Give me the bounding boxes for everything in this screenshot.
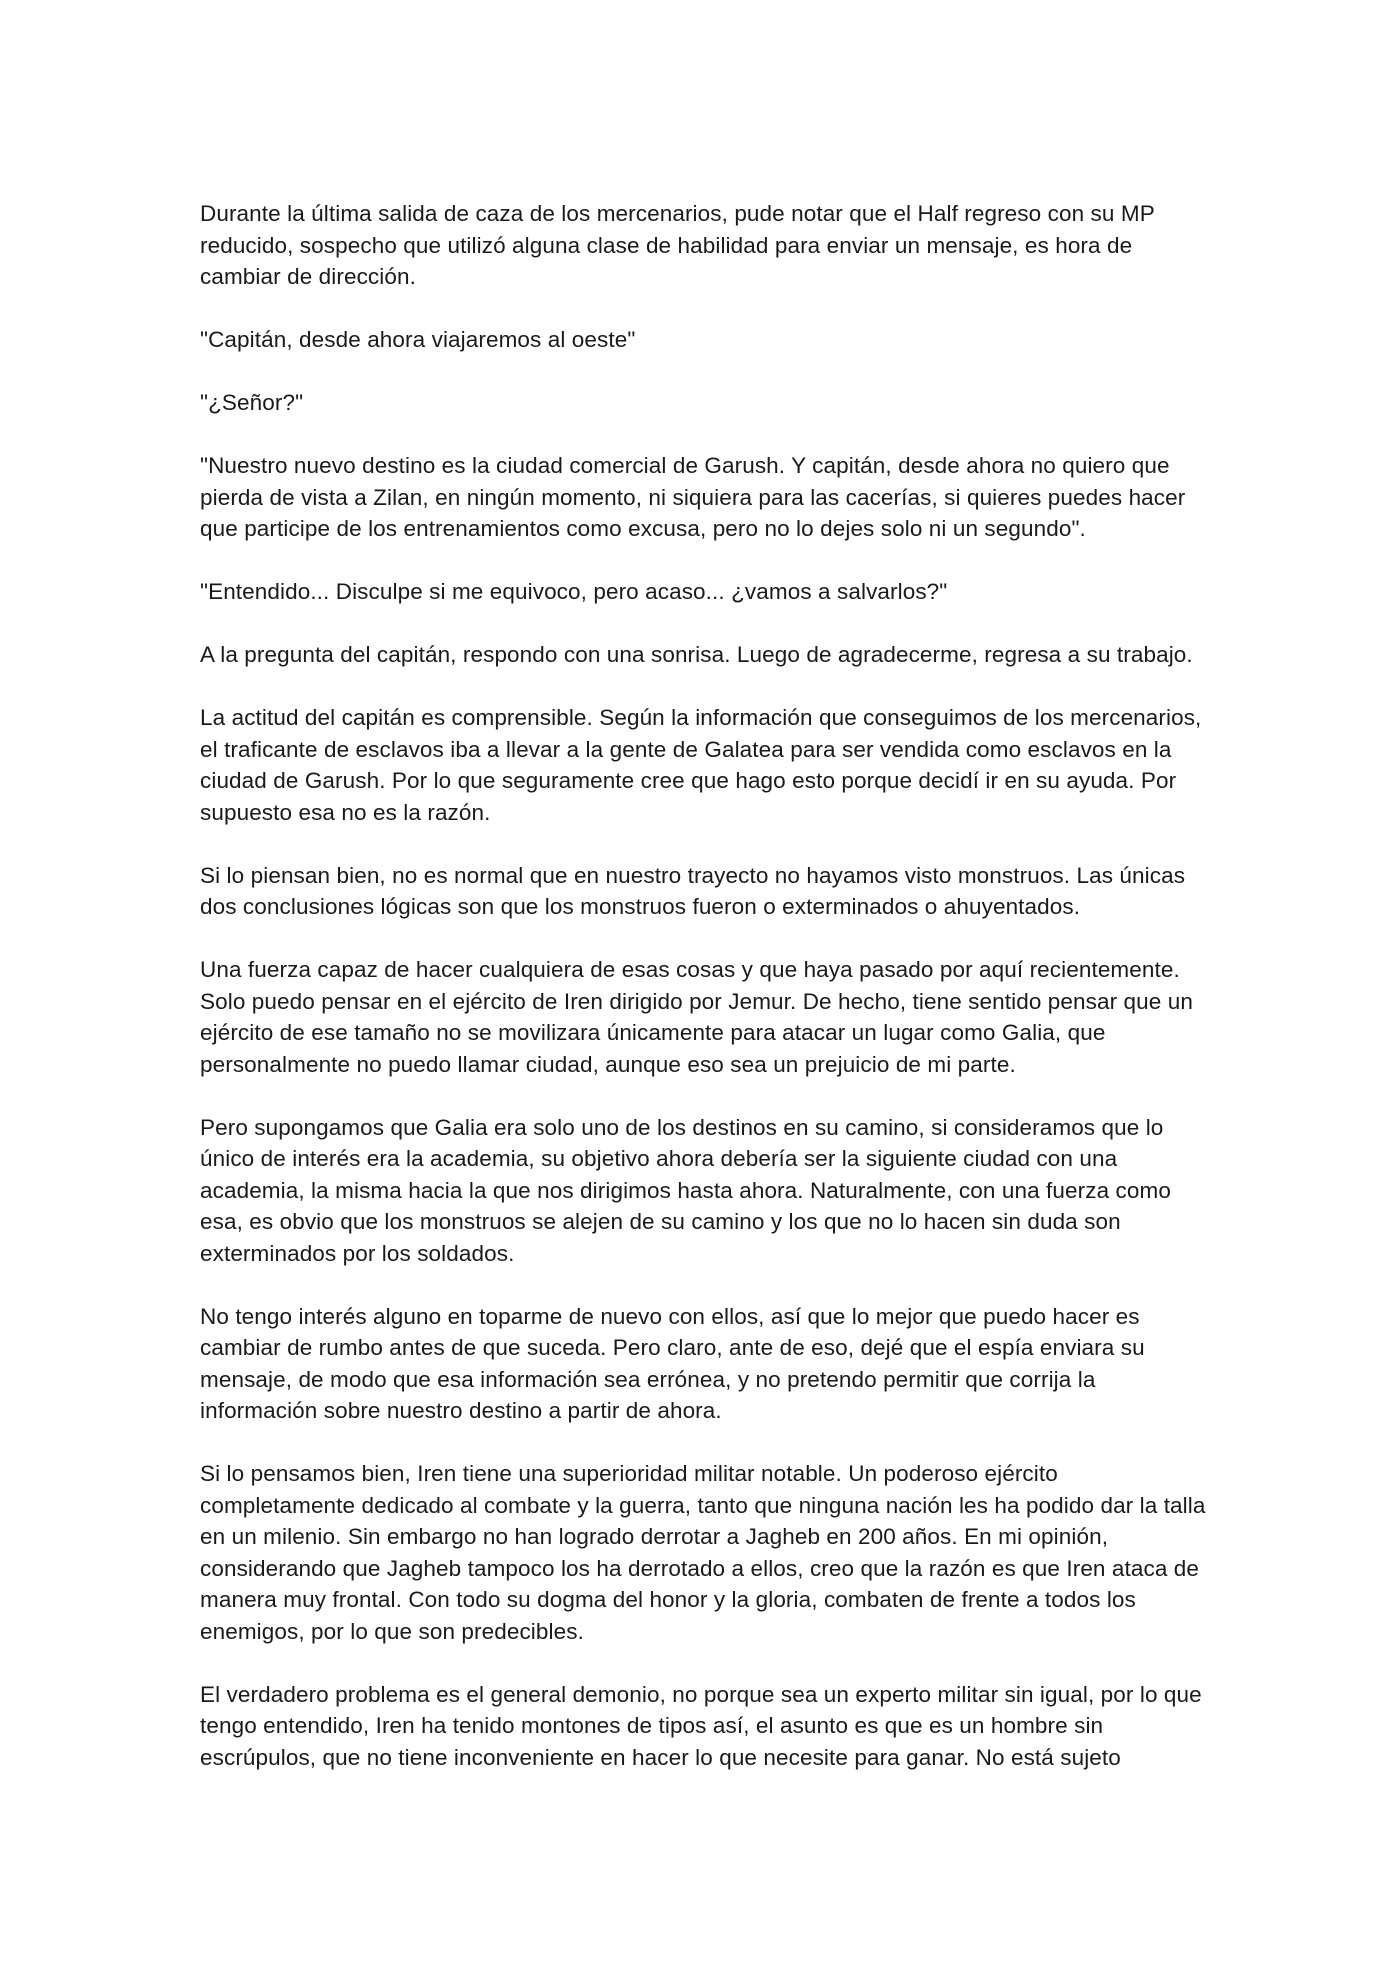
paragraph-6: A la pregunta del capitán, respondo con una sonrisa. Luego de agradecerme, regresa a su trabajo. xyxy=(200,642,1193,667)
paragraph-3: "¿Señor?" xyxy=(200,390,304,415)
paragraph-1: Durante la última salida de caza de los mercenarios, pude notar que el Half regreso con su MP reducido, sospecho que utilizó alguna clase de habilidad para enviar un mensaje, es hora de cambiar de dirección. xyxy=(200,201,1155,289)
paragraph-11: No tengo interés alguno en toparme de nuevo con ellos, así que lo mejor que puedo hacer es cambiar de rumbo antes de que suceda. Pero claro, ante de eso, dejé que el espía enviara su mensaje, de modo que esa información sea errónea, y no pretendo permitir que corrija la información sobre nuestro destino a partir de ahora. xyxy=(200,1303,1145,1423)
document-body xyxy=(200,198,1210,1773)
paragraph-7: La actitud del capitán es comprensible. Según la información que conseguimos de los mercenarios, el traficante de esclavos iba a llevar a la gente de Galatea para ser vendida como esclavos en la ciudad de Garush. Por lo que seguramente cree que hago esto porque decidí ir en su ayuda. Por supuesto esa no es la razón. xyxy=(200,705,1202,825)
paragraph-4: "Nuestro nuevo destino es la ciudad comercial de Garush. Y capitán, desde ahora no quiero que pierda de vista a Zilan, en ningún momento, ni siquiera para las cacerías, si quieres puedes hacer que participe de los entrenamientos como excusa, pero no lo dejes solo ni un segundo". xyxy=(200,453,1186,541)
paragraph-8: Si lo piensan bien, no es normal que en nuestro trayecto no hayamos visto monstruos. Las únicas dos conclusiones lógicas son que los monstruos fueron o exterminados o ahuyentados. xyxy=(200,862,1186,919)
paragraph-10: Pero supongamos que Galia era solo uno de los destinos en su camino, si consideramos que lo único de interés era la academia, su objetivo ahora debería ser la siguiente ciudad con una academia, la misma hacia la que nos dirigimos hasta ahora. Naturalmente, con una fuerza como esa, es obvio que los monstruos se alejen de su camino y los que no lo hacen sin duda son exterminados por los soldados. xyxy=(200,1114,1171,1266)
paragraph-9: Una fuerza capaz de hacer cualquiera de esas cosas y que haya pasado por aquí recientemente. Solo puedo pensar en el ejército de Iren dirigido por Jemur. De hecho, tiene sentido pensar que un ejército de ese tamaño no se movilizara únicamente para atacar un lugar como Galia, que personalmente no puedo llamar ciudad, aunque eso sea un prejuicio de mi parte. xyxy=(200,957,1193,1077)
paragraph-12: Si lo pensamos bien, Iren tiene una superioridad militar notable. Un poderoso ejército completamente dedicado al combate y la guerra, tanto que ninguna nación les ha podido dar la talla en un milenio. Sin embargo no han logrado derrotar a Jagheb en 200 años. En mi opinión, considerando que Jagheb tampoco los ha derrotado a ellos, creo que la razón es que Iren ataca de manera muy frontal. Con todo su dogma del honor y la gloria, combaten de frente a todos los enemigos, por lo que son predecibles. xyxy=(200,1461,1206,1644)
paragraph-5: "Entendido... Disculpe si me equivoco, pero acaso... ¿vamos a salvarlos?" xyxy=(200,579,948,604)
paragraph-13: El verdadero problema es el general demonio, no porque sea un experto militar sin igual, por lo que tengo entendido, Iren ha tenido montones de tipos así, el asunto es que es un hombre sin escrúpulos, que no tiene inconveniente en hacer lo que necesite para ganar. No está sujeto xyxy=(200,1681,1202,1770)
paragraph-2: "Capitán, desde ahora viajaremos al oeste" xyxy=(200,327,636,352)
